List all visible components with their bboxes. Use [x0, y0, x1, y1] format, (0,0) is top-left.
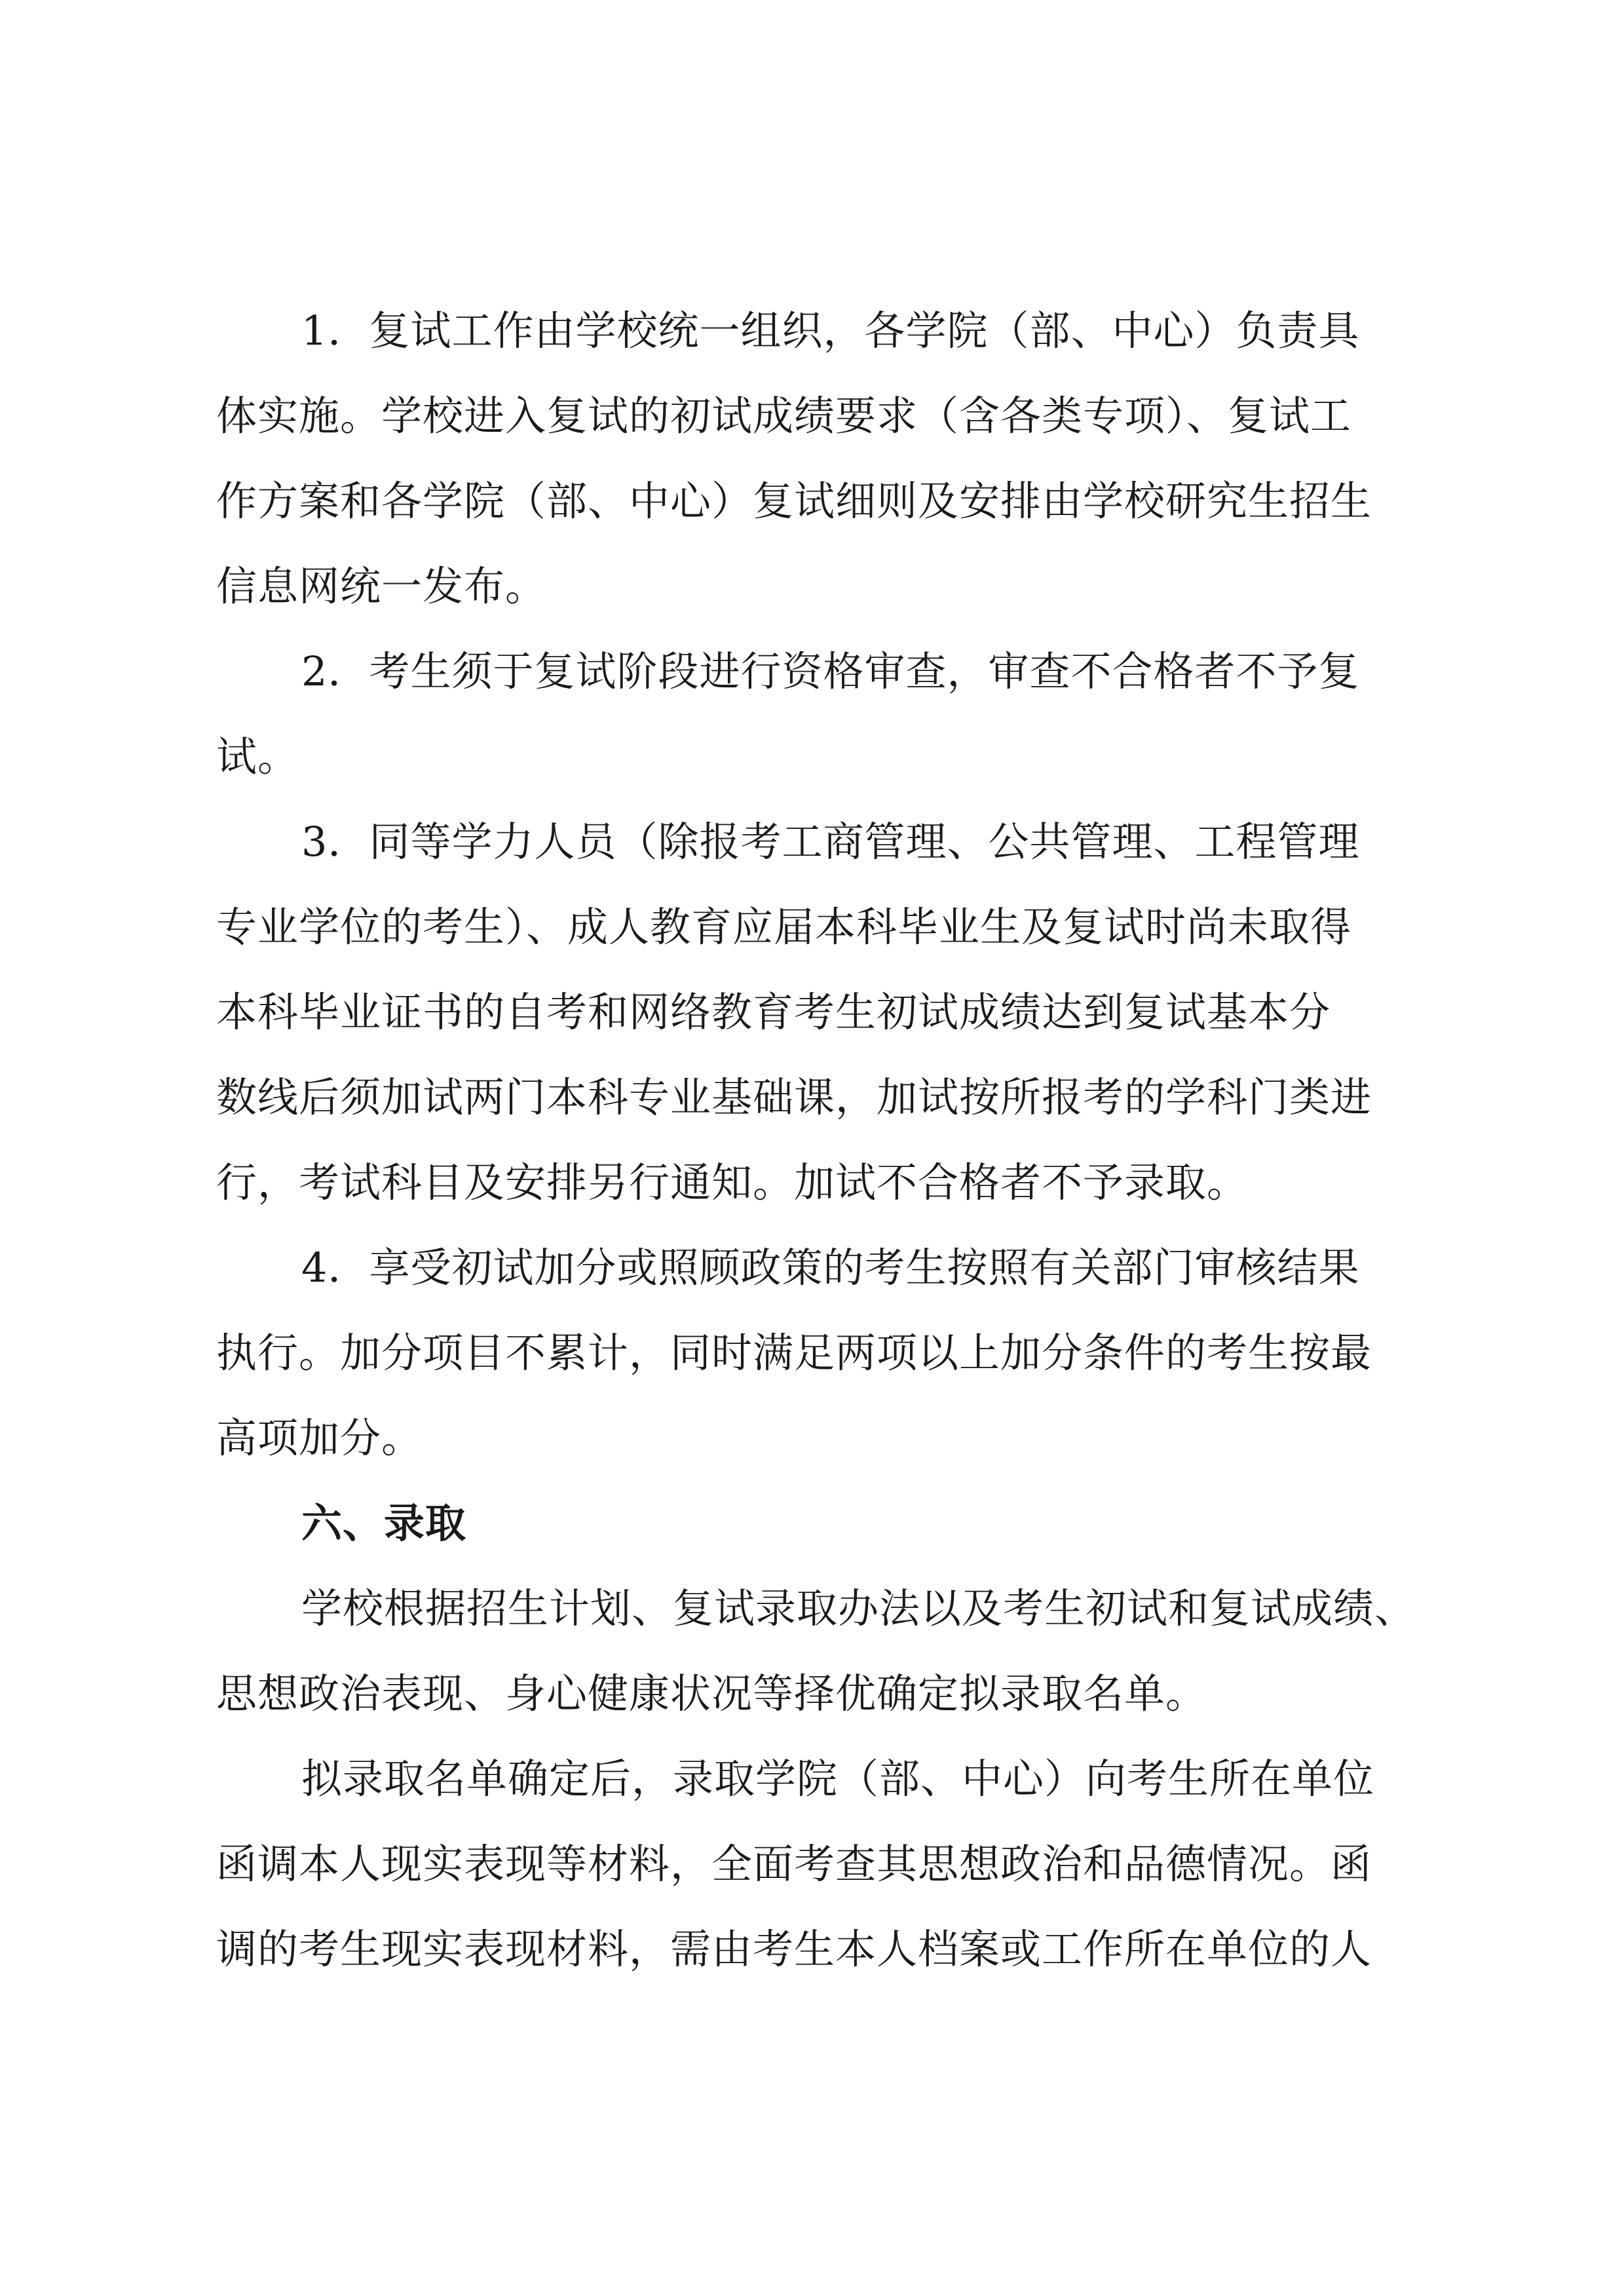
item-2-line-1: 2．考生须于复试阶段进行资格审查，审查不合格者不予复 [301, 647, 1360, 695]
item-2-line-2: 试。 [216, 733, 299, 780]
item-1-line-4: 信息网统一发布。 [216, 562, 547, 610]
admission-1-line-2: 思想政治表现、身心健康状况等择优确定拟录取名单。 [216, 1670, 1207, 1717]
item-3-line-4: 数线后须加试两门本科专业基础课，加试按所报考的学科门类进 [216, 1073, 1372, 1121]
item-3-line-2: 专业学位的考生）、成人教育应届本科毕业生及复试时尚未取得 [216, 903, 1352, 951]
item-1-line-1: 1．复试工作由学校统一组织，各学院（部、中心）负责具 [301, 307, 1360, 354]
item-1-line-2: 体实施。学校进入复试的初试成绩要求（含各类专项）、复试工 [216, 392, 1352, 440]
admission-2-line-1: 拟录取名单确定后，录取学院（部、中心）向考生所在单位 [301, 1755, 1375, 1803]
admission-1-line-1: 学校根据招生计划、复试录取办法以及考生初试和复试成绩、 [301, 1584, 1416, 1632]
item-4-line-1: 4．享受初试加分或照顾政策的考生按照有关部门审核结果 [301, 1244, 1360, 1292]
item-4-line-3: 高项加分。 [216, 1414, 423, 1462]
admission-2-line-2: 函调本人现实表现等材料，全面考查其思想政治和品德情况。函 [216, 1840, 1372, 1888]
item-3-line-1: 3．同等学力人员（除报考工商管理、公共管理、工程管理 [301, 818, 1360, 866]
item-3-line-5: 行，考试科目及安排另行通知。加试不合格者不予录取。 [216, 1158, 1249, 1206]
admission-2-line-3: 调的考生现实表现材料，需由考生本人档案或工作所在单位的人 [216, 1925, 1372, 1973]
item-4-line-2: 执行。加分项目不累计，同时满足两项以上加分条件的考生按最 [216, 1329, 1372, 1377]
section-heading: 六、录取 [301, 1499, 467, 1547]
item-3-line-3: 本科毕业证书的自考和网络教育考生初试成绩达到复试基本分 [216, 988, 1331, 1036]
item-1-line-3: 作方案和各学院（部、中心）复试细则及安排由学校研究生招生 [216, 477, 1372, 525]
